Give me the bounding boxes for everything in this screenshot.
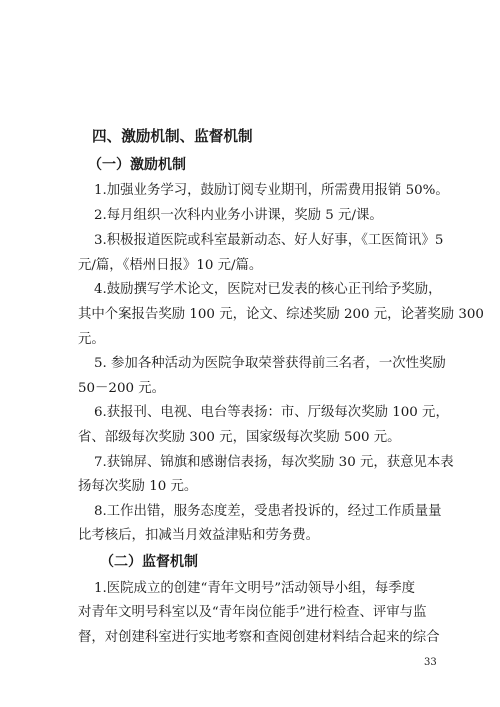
incentive-item-8-line-2: 比考核后，扣减当月效益津贴和劳务费。 [78,528,320,543]
supervision-line-3: 督，对创建科室进行实地考察和查阅创建材料结合起来的综合 [78,630,440,645]
incentive-item-3-line-2: 元/篇，《梧州日报》10 元/篇。 [78,258,263,273]
section-title: 四、激励机制、监督机制 [92,128,253,145]
incentive-item-1: 1.加强业务学习，鼓励订阅专业期刊，所需费用报销 50%。 [94,183,449,198]
incentive-item-4-line-3: 元。 [78,332,105,347]
incentive-item-3-line-1: 3.积极报道医院或科室最新动态、好人好事，《工医简讯》5 [94,233,444,248]
incentive-item-7-line-1: 7.获锦屏、锦旗和感谢信表扬，每次奖励 30 元，获意见本表 [94,455,454,470]
incentive-item-2: 2.每月组织一次科内业务小讲课，奖励 5 元/课。 [94,208,383,223]
incentive-item-8-line-1: 8.工作出错，服务态度差，受患者投诉的，经过工作质量量 [94,504,442,519]
incentive-item-5-line-2: 50－200 元。 [78,381,166,396]
subsection-incentive-title: （一）激励机制 [88,157,186,173]
subsection-supervision-title: （二）监督机制 [100,554,198,570]
incentive-item-7-line-2: 扬每次奖励 10 元。 [78,479,198,494]
page-number: 33 [424,657,437,668]
supervision-line-2: 对青年文明号科室以及“青年岗位能手”进行检查、评审与监 [78,605,427,620]
incentive-item-6-line-1: 6.获报刊、电视、电台等表扬：市、厅级每次奖励 100 元， [94,405,449,420]
incentive-item-4-line-2: 其中个案报告奖励 100 元，论文、综述奖励 200 元，论著奖励 300 [78,307,484,322]
supervision-line-1: 1.医院成立的创建“青年文明号”活动领导小组，每季度 [94,581,416,596]
incentive-item-5-line-1: 5. 参加各种活动为医院争取荣誉获得前三名者，一次性奖励 [94,356,446,371]
incentive-item-6-line-2: 省、部级每次奖励 300 元，国家级每次奖励 500 元。 [78,430,401,445]
incentive-item-4-line-1: 4.鼓励撰写学术论文，医院对已发表的核心正刊给予奖励， [94,282,442,297]
